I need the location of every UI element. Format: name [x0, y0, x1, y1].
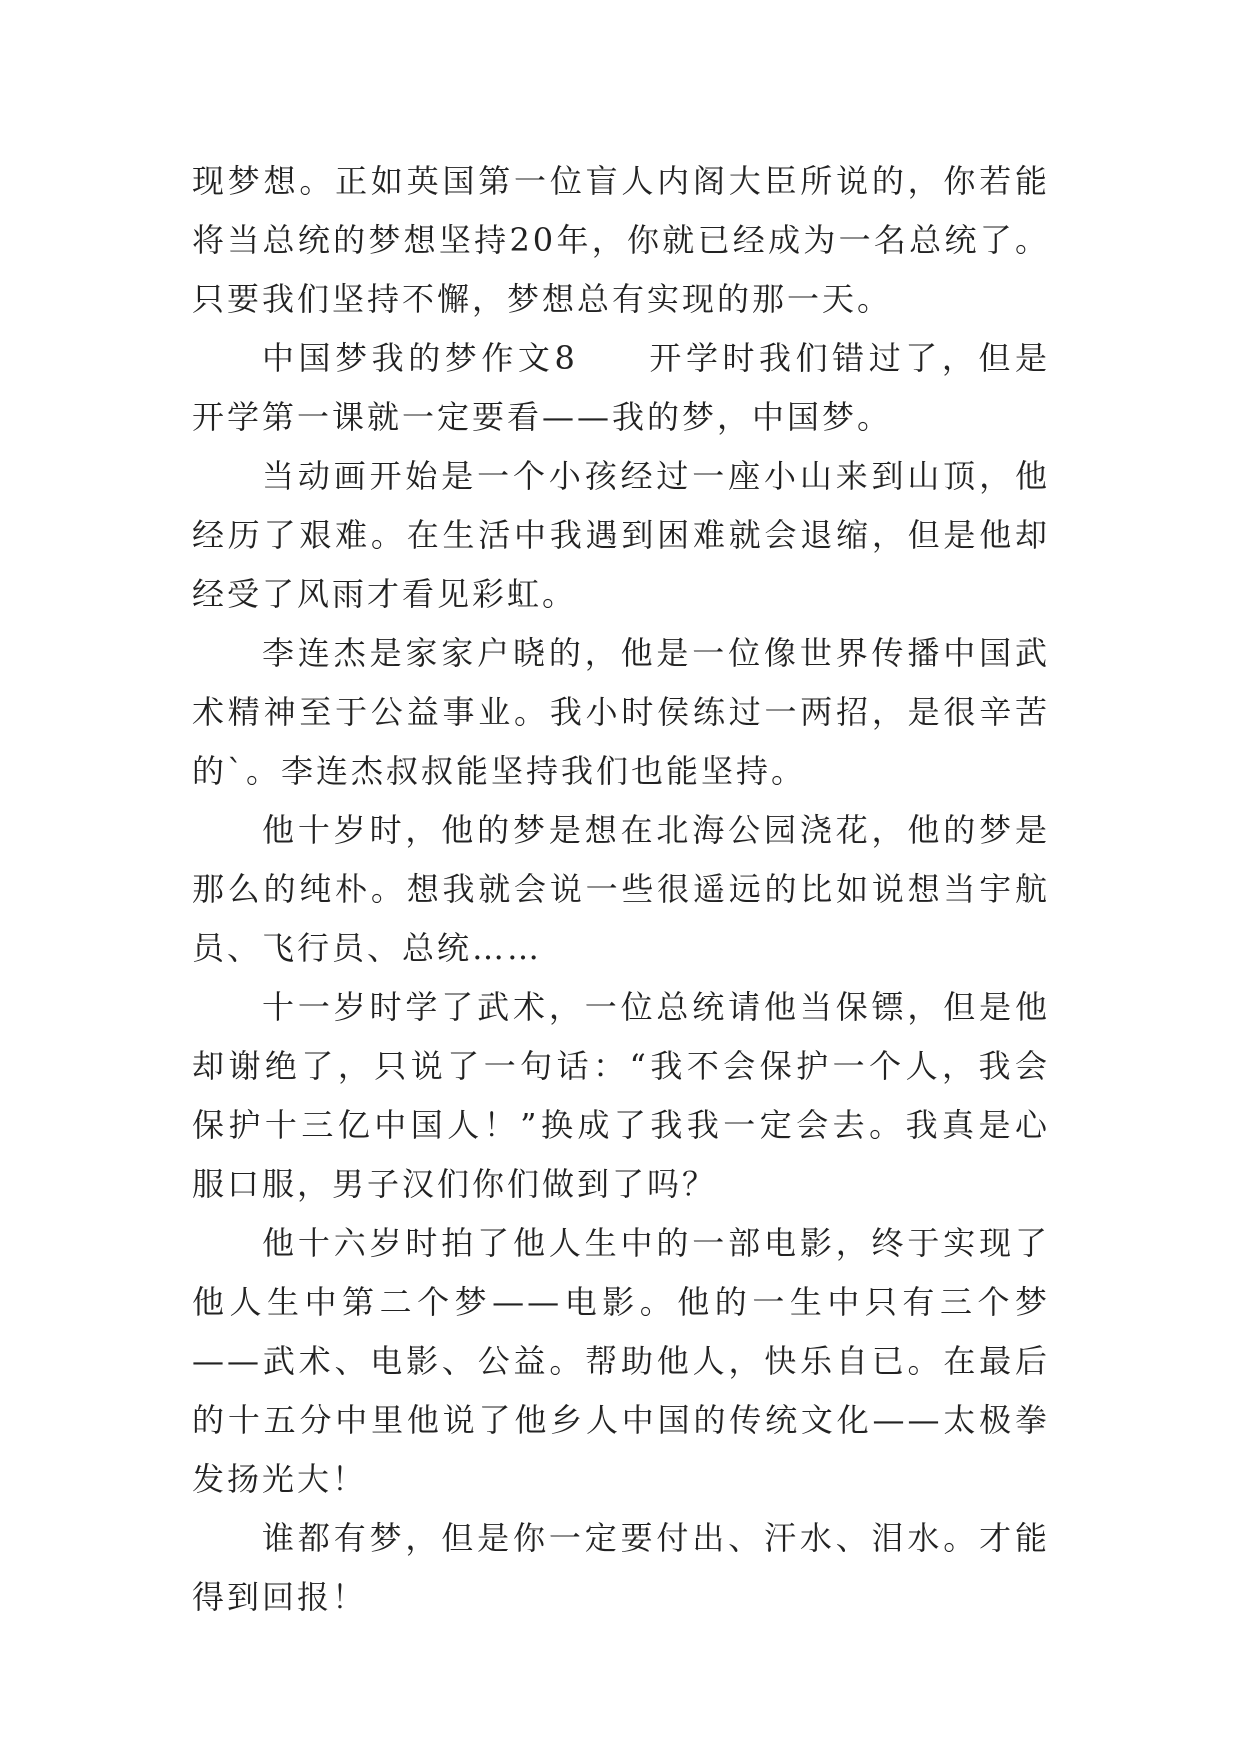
- essay-opening: 开学时我们错过了，但是开学第一课就一定要看——我的梦，中国梦。: [192, 339, 1050, 436]
- paragraph: 十一岁时学了武术，一位总统请他当保镖，但是他却谢绝了，只说了一句话：“我不会保护一个人，我会保护十三亿中国人！”换成了我我一定会去。我真是心服口服，男子汉们你们做到了吗？: [192, 988, 1050, 1203]
- paragraph: 李连杰是家家户晓的，他是一位像世界传播中国武术精神至于公益事业。我小时侯练过一两招，是很辛苦的`。李连杰叔叔能坚持我们也能坚持。: [192, 634, 1050, 790]
- paragraph: 当动画开始是一个小孩经过一座小山来到山顶，他经历了艰难。在生活中我遇到困难就会退缩，但是他却经受了风雨才看见彩虹。: [192, 457, 1050, 613]
- paragraph: 他十六岁时拍了他人生中的一部电影，终于实现了他人生中第二个梦——电影。他的一生中只有三个梦——武术、电影、公益。帮助他人，快乐自已。在最后的十五分中里他说了他乡人中国的传统文化——太极拳发扬光大！: [192, 1224, 1050, 1498]
- paragraph-closing: 谁都有梦，但是你一定要付出、汗水、泪水。才能得到回报！: [192, 1519, 1050, 1616]
- paragraph: 他十岁时，他的梦是想在北海公园浇花，他的梦是那么的纯朴。想我就会说一些很遥远的比如说想当宇航员、飞行员、总统……: [192, 811, 1050, 967]
- document-body: [192, 152, 1050, 1627]
- paragraph-continued: 现梦想。正如英国第一位盲人内阁大臣所说的，你若能将当总统的梦想坚持20年，你就已经成为一名总统了。只要我们坚持不懈，梦想总有实现的那一天。: [192, 162, 1050, 318]
- paragraph-essay-start: [192, 329, 1050, 447]
- essay-heading: 中国梦我的梦作文8: [262, 339, 578, 377]
